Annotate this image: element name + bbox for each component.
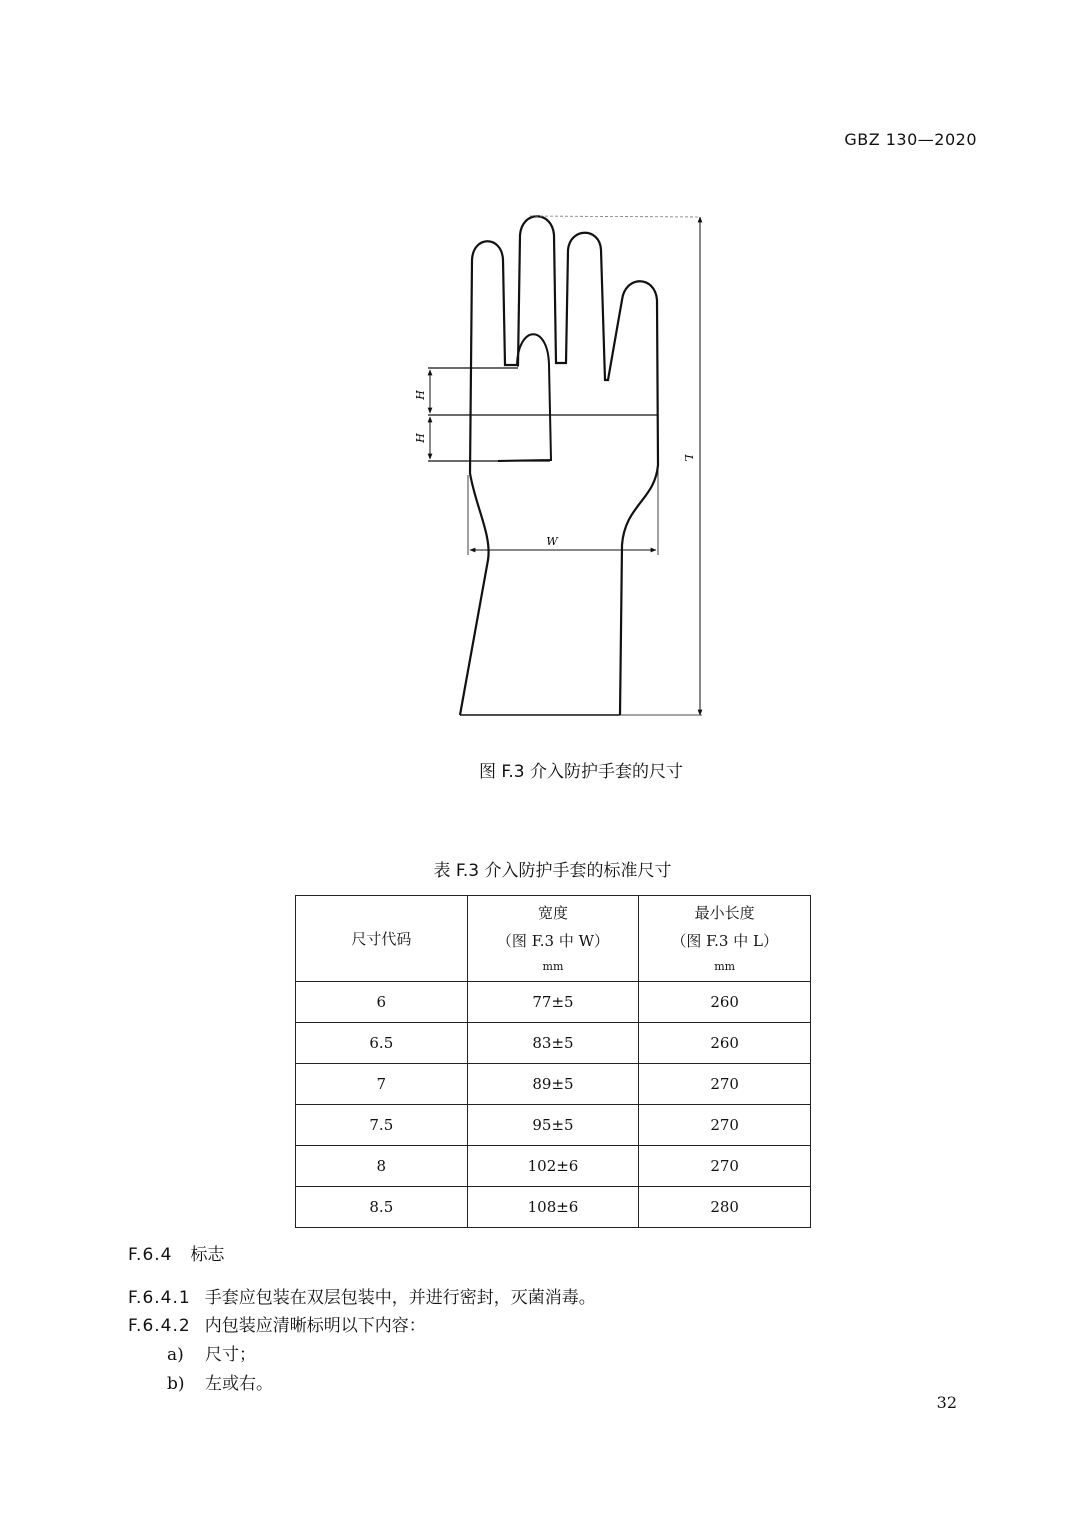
header-width: 宽度 （图 F.3 中 W） mm	[467, 896, 639, 982]
table-row	[296, 1187, 811, 1228]
list-item-text: 左或右。	[205, 1374, 273, 1394]
list-item-label: a)	[167, 1345, 184, 1365]
document-code: GBZ 130—2020	[844, 130, 977, 149]
cell-length: 280	[639, 1187, 811, 1228]
header-size-code: 尺寸代码	[296, 896, 468, 982]
label-W: W	[546, 535, 558, 548]
table-row	[296, 1023, 811, 1064]
cell-width: 83±5	[467, 1023, 639, 1064]
clause-text: 手套应包装在双层包装中，并进行密封，灭菌消毒。	[204, 1288, 596, 1308]
cell-width: 89±5	[467, 1064, 639, 1105]
cell-width: 77±5	[467, 982, 639, 1023]
cell-width: 95±5	[467, 1105, 639, 1146]
list-item	[167, 1340, 256, 1365]
cell-size: 8.5	[296, 1187, 468, 1228]
header-min-length: 最小长度 （图 F.3 中 L） mm	[639, 896, 811, 982]
clause-number: F.6.4.1	[128, 1288, 191, 1308]
figure-caption: 图 F.3 介入防护手套的尺寸	[478, 762, 684, 782]
cell-size: 7.5	[296, 1105, 468, 1146]
cell-length: 270	[639, 1146, 811, 1187]
table-header-row	[296, 896, 811, 982]
clause-item	[128, 1311, 426, 1336]
cell-size: 7	[296, 1064, 468, 1105]
label-L: L	[682, 454, 695, 462]
section-number: F.6.4	[128, 1245, 173, 1265]
cell-length: 270	[639, 1105, 811, 1146]
glove-outline	[460, 216, 658, 715]
thumb-outline	[498, 334, 551, 461]
table-row	[296, 1105, 811, 1146]
table-row	[296, 1146, 811, 1187]
cell-length: 260	[639, 982, 811, 1023]
clause-number: F.6.4.2	[128, 1316, 191, 1336]
table-caption: 表 F.3 介入防护手套的标准尺寸	[433, 861, 672, 881]
glove-dimension-figure	[400, 205, 730, 730]
page-number: 32	[936, 1393, 957, 1412]
cell-length: 260	[639, 1023, 811, 1064]
label-H-top: H	[414, 390, 427, 400]
table-row	[296, 982, 811, 1023]
cell-size: 6	[296, 982, 468, 1023]
cell-length: 270	[639, 1064, 811, 1105]
list-item-text: 尺寸；	[205, 1345, 256, 1365]
section-heading	[128, 1240, 225, 1265]
cell-width: 108±6	[467, 1187, 639, 1228]
cell-size: 8	[296, 1146, 468, 1187]
list-item	[167, 1369, 273, 1394]
clause-text: 内包装应清晰标明以下内容：	[204, 1316, 426, 1336]
table-row	[296, 1064, 811, 1105]
cell-width: 102±6	[467, 1146, 639, 1187]
glove-size-table	[295, 895, 811, 1228]
section-title: 标志	[190, 1245, 225, 1265]
label-H-bottom: H	[414, 433, 427, 443]
clause-item	[128, 1283, 596, 1308]
cell-size: 6.5	[296, 1023, 468, 1064]
list-item-label: b)	[167, 1374, 185, 1394]
